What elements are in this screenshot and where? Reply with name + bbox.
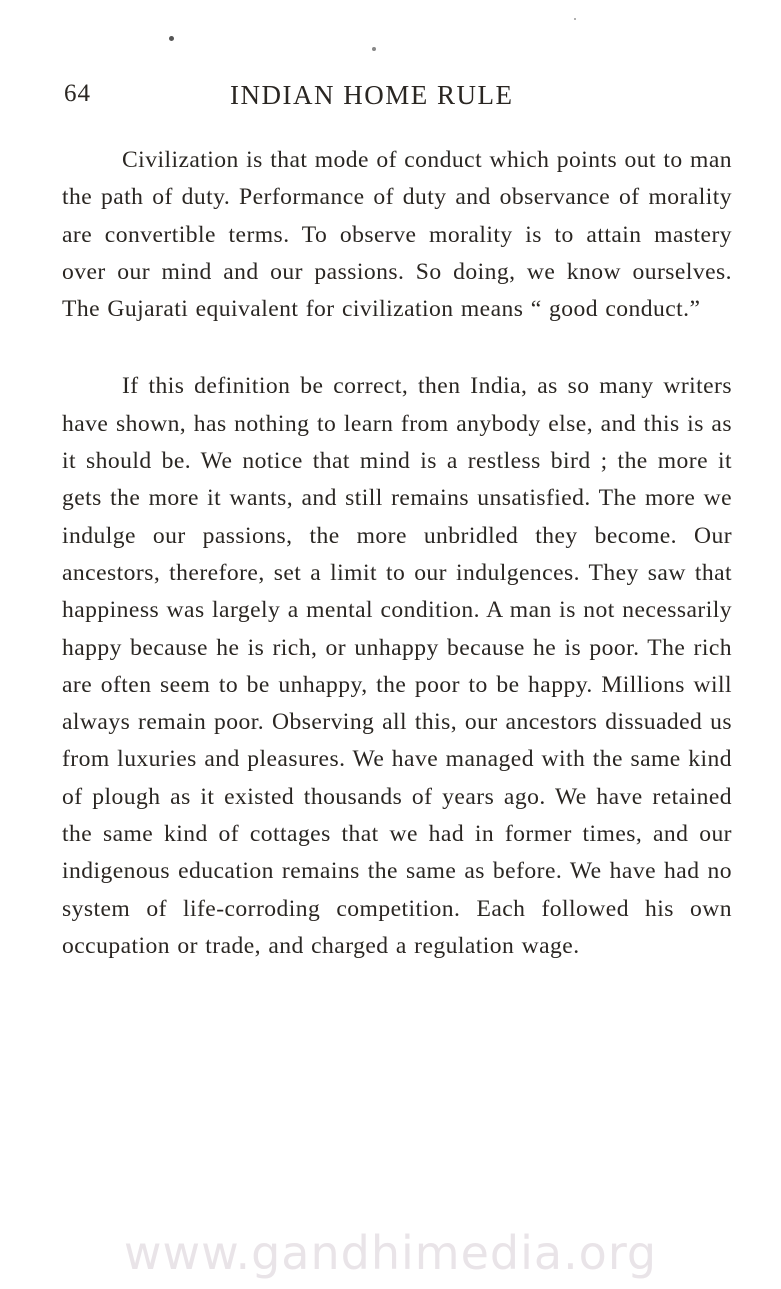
page-header: [60, 80, 740, 120]
paragraph-1: Civilization is that mode of conduct which points out to man the path of duty. Performance of duty and observance of morality are convertible terms. To observe morality is to attain mastery over our mind and our passions. So doing, we know ourselves. The Gujarati equivalent for civilization means “ good conduct.”: [62, 147, 732, 323]
print-speck: [372, 47, 376, 51]
running-title: INDIAN HOME RULE: [230, 80, 514, 110]
body-text: [62, 142, 732, 965]
print-speck: [169, 36, 174, 41]
page-number: 64: [64, 80, 91, 107]
paragraph-2: If this definition be correct, then India, as so many writers have shown, has nothing to learn from anybody else, and this is as it should be. We notice that mind is a restless bird ; the more it gets the more it wants, and still remains unsatisfied. The more we indulge our passions, the more unbridled they become. Our ancestors, therefore, set a limit to our indulgences. They saw that happiness was largely a mental condition. A man is not necessarily happy because he is rich, or unhappy because he is poor. The rich are often seem to be unhappy, the poor to be happy. Millions will always remain poor. Observing all this, our ancestors dissuaded us from luxuries and pleasures. We have managed with the same kind of plough as it existed thousands of years ago. We have retained the same kind of cottages that we had in former times, and our indigenous education remains the same as before. We have had no system of life-corroding competition. Each followed his own occupation or trade, and charged a regulation wage.: [62, 373, 732, 959]
watermark: www.gandhimedia.org: [123, 1226, 658, 1280]
print-speck: [574, 18, 576, 20]
